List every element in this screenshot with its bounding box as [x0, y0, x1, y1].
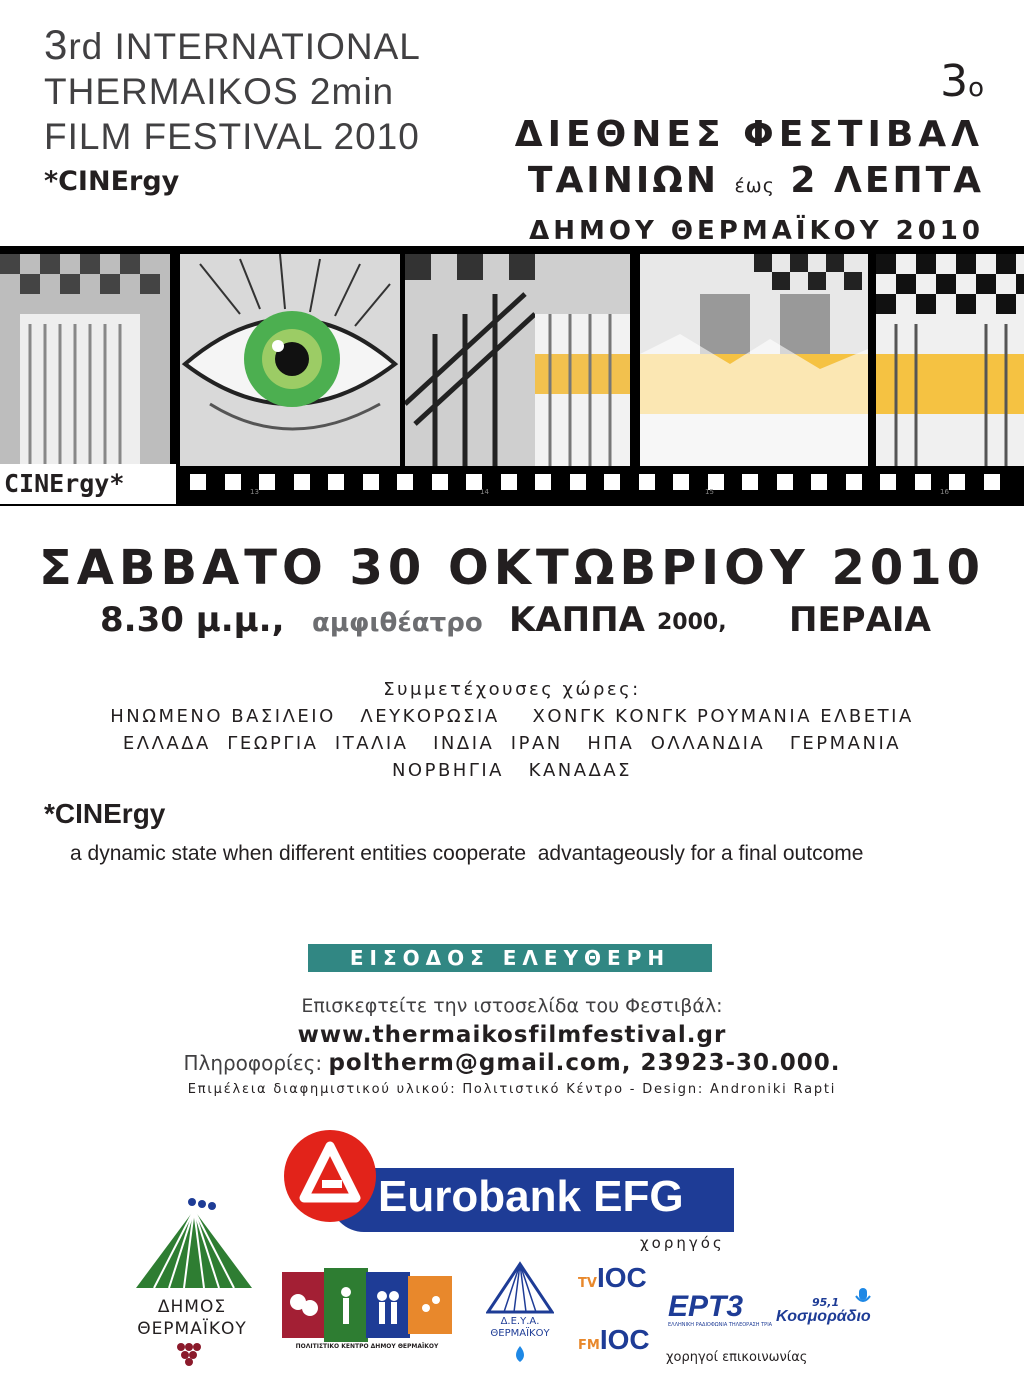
sprocket-hole	[432, 474, 448, 490]
microphone-icon	[852, 1286, 874, 1308]
sprocket-hole	[328, 474, 344, 490]
media-sponsors-label: χορηγοί επικοινωνίας	[666, 1350, 808, 1365]
sprocket-hole	[673, 474, 689, 490]
ion-fm-name: ΙΟC	[599, 1324, 650, 1355]
definition-text: a dynamic state when different entities cooperate advantageously for a final outcome	[70, 842, 864, 865]
participating-countries	[0, 676, 1024, 784]
kosmoradio-frequency: 95,1	[812, 1296, 840, 1309]
film-frame-checker	[876, 254, 1024, 466]
sprocket-hole	[915, 474, 931, 490]
ion-tv-logo	[578, 1262, 647, 1294]
eurobank-name: Eurobank EFG	[378, 1172, 684, 1221]
sprocket-hole	[225, 474, 241, 490]
ion-tv-name: ΙΟC	[596, 1262, 647, 1293]
deya-label	[480, 1316, 560, 1340]
venue-year: 2000,	[657, 610, 727, 635]
sprocket-hole	[811, 474, 827, 490]
frame-number: 13	[250, 488, 259, 496]
sprocket-hole	[294, 474, 310, 490]
ert3-subtitle: ΕΛΛΗΝΙΚΗ ΡΑΔΙΟΦΩΝΙΑ ΤΗΛΕΟΡΑΣΗ ΤΡΙΑ	[668, 1322, 773, 1328]
contact-label: Πληροφορίες:	[183, 1051, 323, 1075]
kosmoradio-name: Κοσμοράδιο	[776, 1308, 871, 1325]
sprocket-hole	[363, 474, 379, 490]
visit-text: Επισκεφτείτε την ιστοσελίδα του Φεστιβάλ:	[301, 995, 723, 1017]
film-frame-building	[0, 254, 170, 466]
event-city: ΠΕΡΑΙΑ	[789, 600, 931, 640]
sprocket-hole	[880, 474, 896, 490]
eurobank-logo-icon	[282, 1128, 378, 1224]
greek-number-suffix: ο	[968, 73, 984, 103]
sprocket-hole	[949, 474, 965, 490]
dimos-thermaikou-logo-icon	[134, 1196, 254, 1292]
deya-line1: Δ.Ε.Υ.Α.	[500, 1316, 540, 1327]
sprocket-hole	[777, 474, 793, 490]
title-cinergy: *CINErgy	[44, 166, 180, 197]
contact-details[interactable]: poltherm@gmail.com, 23923-30.000.	[328, 1050, 841, 1076]
countries-line1: ΗΝΩΜΕΝΟ ΒΑΣΙΛΕΙΟ ΛΕΥΚΟΡΩΣΙΑ ΧΟΝΓΚ ΚΟΝΓΚ ΡΟΥΜΑΝΙΑ ΕΛΒΕΤΙΑ	[110, 706, 914, 727]
title-line3: FILM FESTIVAL 2010	[44, 116, 420, 157]
venue-name: ΚΑΠΠΑ	[509, 600, 645, 640]
sprocket-hole	[259, 474, 275, 490]
film-frame-eye	[180, 254, 400, 466]
title-number: 3	[44, 21, 69, 68]
event-date: ΣΑΒΒΑΤΟ 30 ΟΚΤΩΒΡΙΟΥ 2010	[38, 540, 986, 596]
frame-number: 14	[480, 488, 489, 496]
film-strip	[0, 246, 1024, 506]
event-time: 8.30 μ.μ.,	[100, 600, 285, 640]
strip-label: CINErgy*	[0, 464, 176, 504]
sprocket-hole	[397, 474, 413, 490]
countries-line2: ΕΛΛΑΔΑ ΓΕΩΡΓΙΑ ΙΤΑΛΙΑ ΙΝΔΙΑ ΙΡΑΝ ΗΠΑ ΟΛΛΑΝΔΙΑ ΓΕΡΜΑΝΙΑ	[122, 733, 902, 754]
definition-term: *CINErgy	[44, 798, 166, 829]
greek-line2a: ΤΑΙΝΙΩΝ	[527, 160, 719, 201]
free-entry-banner: ΕΙΣΟΔΟΣ ΕΛΕΥΘΕΡΗ	[308, 944, 712, 972]
greek-number: 3	[940, 56, 969, 107]
cultural-centre-label: ΠΟΛΙΤΙΣΤΙΚΟ ΚΕΝΤΡΟ ΔΗΜΟΥ ΘΕΡΜΑΪΚΟΥ	[295, 1343, 439, 1350]
deya-logo-icon	[486, 1258, 554, 1314]
contact-line	[0, 1050, 1024, 1076]
sprocket-holes	[180, 474, 1024, 496]
sprocket-hole	[535, 474, 551, 490]
cultural-centre-logo-icon	[282, 1268, 452, 1342]
ion-tv-prefix: TV	[578, 1276, 597, 1291]
countries-title: Συμμετέχουσες χώρες:	[383, 679, 641, 700]
greek-title	[515, 58, 984, 253]
frame-number: 16	[940, 488, 949, 496]
title-line1: rd INTERNATIONAL	[68, 26, 421, 67]
english-title	[44, 22, 421, 204]
countries-line3: ΝΟΡΒΗΓΙΑ ΚΑΝΑΔΑΣ	[391, 760, 633, 781]
credits-text: Επιμέλεια διαφημιστικού υλικού: Πολιτιστικό Κέντρο - Design: Androniki Rapti	[187, 1082, 837, 1097]
deya-line2: ΘΕΡΜΑΪΚΟΥ	[490, 1328, 550, 1339]
sprocket-hole	[190, 474, 206, 490]
sprocket-hole	[570, 474, 586, 490]
sprocket-hole	[501, 474, 517, 490]
title-line2: THERMAIKOS 2min	[44, 71, 395, 112]
greek-line1: ΔΙΕΘΝΕΣ ΦΕΣΤΙΒΑΛ	[514, 114, 984, 155]
dimos-line1: ΔΗΜΟΣ	[157, 1297, 227, 1317]
website-link[interactable]: www.thermaikosfilmfestival.gr	[297, 1022, 727, 1048]
greek-line3: ΔΗΜΟΥ ΘΕΡΜΑΪΚΟΥ 2010	[529, 216, 984, 246]
sprocket-hole	[742, 474, 758, 490]
sprocket-hole	[846, 474, 862, 490]
sprocket-hole	[984, 474, 1000, 490]
film-frame-facade	[640, 254, 868, 466]
ert3-logo: ΕΡΤ3	[668, 1290, 744, 1323]
film-frame-stairs	[405, 254, 630, 466]
water-drop-icon	[510, 1344, 530, 1364]
venue-prefix: αμφιθέατρο	[312, 608, 483, 638]
frame-number: 15	[705, 488, 714, 496]
dimos-label	[122, 1296, 262, 1340]
greek-line2c: 2 ΛΕΠΤΑ	[790, 160, 984, 201]
sprocket-hole	[639, 474, 655, 490]
main-sponsor-label: χορηγός	[640, 1234, 725, 1252]
ion-fm-prefix: FM	[578, 1338, 600, 1353]
dimos-line2: ΘΕΡΜΑΪΚΟΥ	[137, 1319, 247, 1339]
ion-fm-logo	[578, 1324, 650, 1356]
greek-line2b: έως	[734, 175, 775, 197]
grapes-icon	[176, 1342, 202, 1366]
sprocket-hole	[604, 474, 620, 490]
